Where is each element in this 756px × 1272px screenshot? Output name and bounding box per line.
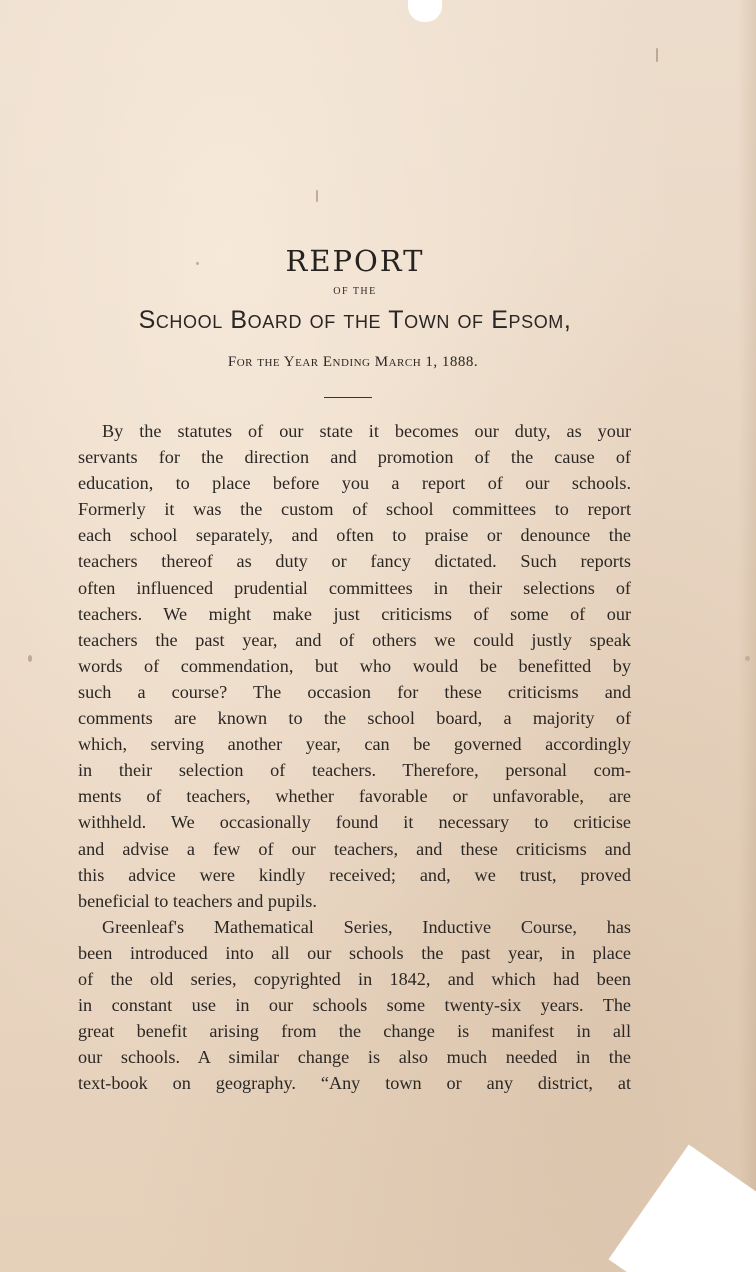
text-line: often influenced prudential committees in their selections of (78, 577, 631, 598)
text-line: this advice were kindly received; and, we trust, proved (78, 864, 631, 885)
text-line: each school separately, and often to praise or denounce the (78, 525, 631, 546)
text-line: text-book on geography. “Any town or any district, at (78, 1073, 631, 1094)
text-line: education, to place before you a report of our schools. (78, 473, 631, 494)
text-line: comments are known to the school board, a majority of (78, 708, 631, 729)
paragraph-1 (78, 418, 631, 914)
text-line: teachers the past year, and of others we could justly speak (78, 629, 631, 650)
text-line: which, serving another year, can be governed accordingly (78, 734, 631, 755)
paper-speck (316, 190, 318, 202)
text-line: great benefit arising from the change is manifest in all (78, 1021, 631, 1042)
paper-speck (28, 655, 32, 662)
page-tear-top (408, 0, 442, 22)
report-title: REPORT (285, 244, 425, 278)
text-line: Greenleaf's Mathematical Series, Inductive Course, has (102, 916, 631, 937)
text-line: and advise a few of our teachers, and these criticisms and (78, 838, 631, 859)
text-line: Formerly it was the custom of school committees to report (78, 499, 631, 520)
text-line: beneficial to teachers and pupils. (78, 890, 317, 911)
text-line: ments of teachers, whether favorable or unfavorable, are (78, 786, 631, 807)
text-line: servants for the direction and promotion of the cause of (78, 447, 631, 468)
paper-speck (745, 656, 750, 661)
report-body (78, 418, 631, 1096)
text-line: our schools. A similar change is also much needed in the (78, 1047, 631, 1068)
text-line: of the old series, copyrighted in 1842, and which had been (78, 968, 631, 989)
text-line: teachers thereof as duty or fancy dictated. Such reports (78, 551, 631, 572)
text-line: in constant use in our schools some twenty-six years. The (78, 995, 631, 1016)
year-ending-line: For the Year Ending March 1, 1888. (227, 354, 479, 370)
text-line: teachers. We might make just criticisms of some of our (78, 603, 631, 624)
paragraph-2 (78, 914, 631, 1097)
text-line: By the statutes of our state it becomes our duty, as your (102, 421, 631, 441)
text-line: been introduced into all our schools the past year, in place (78, 942, 631, 963)
paper-speck (656, 48, 658, 62)
report-subtitle: OF THE (333, 286, 377, 297)
text-line: withheld. We occasionally found it necessary to criticise (78, 812, 631, 833)
school-board-heading: School Board of the Town of Epsom, (138, 306, 572, 334)
page-edge-shadow (738, 0, 756, 1272)
text-line: in their selection of teachers. Therefore, personal com- (78, 760, 631, 781)
section-divider (324, 397, 372, 398)
text-line: words of commendation, but who would be benefitted by (78, 655, 631, 676)
page-corner-tear (609, 1145, 756, 1272)
text-line: such a course? The occasion for these criticisms and (78, 681, 631, 702)
